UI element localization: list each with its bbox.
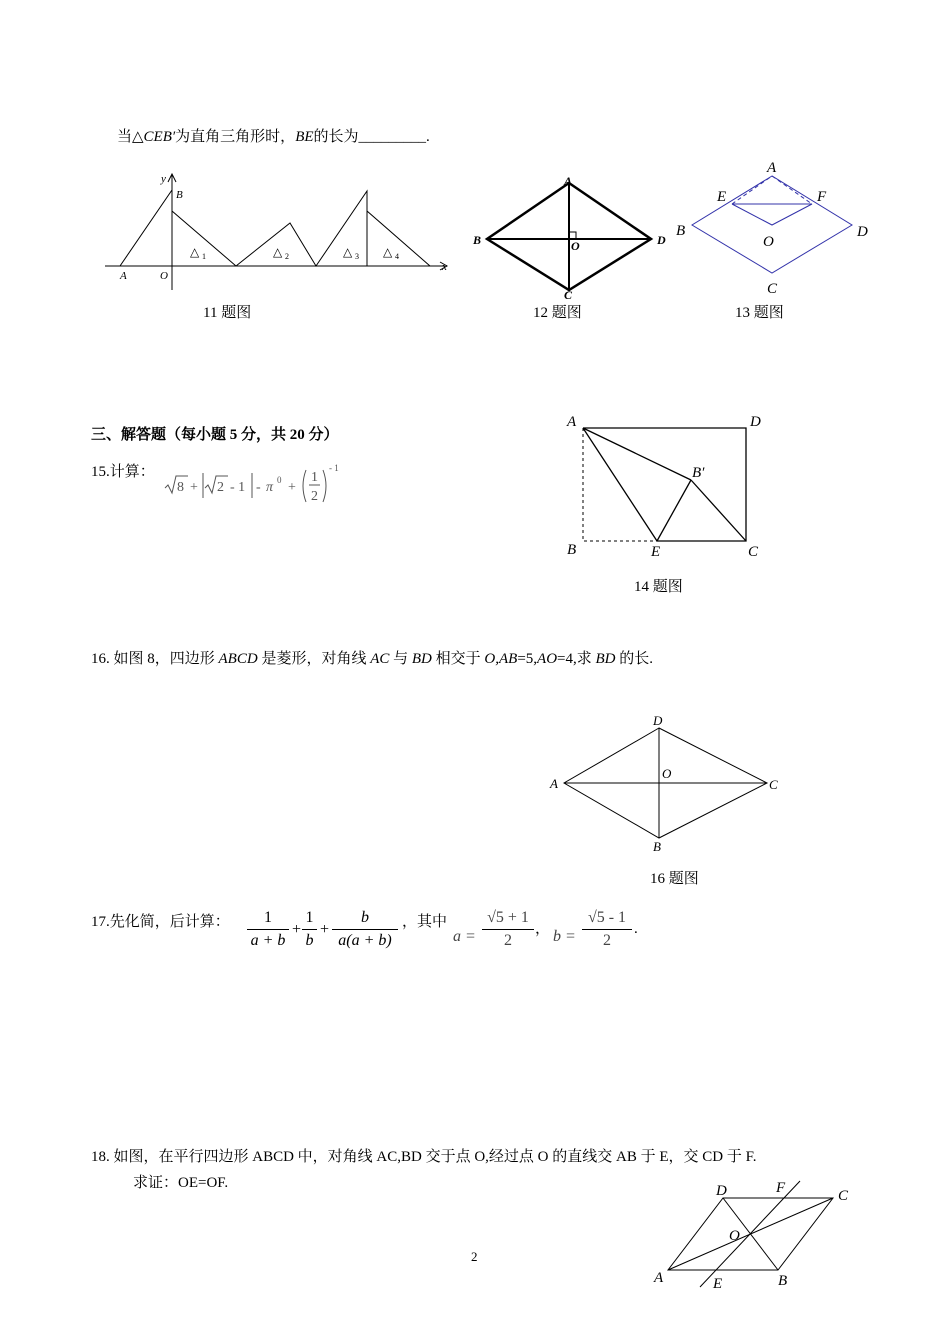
- caption-11: 11 题图: [203, 305, 252, 321]
- q15-zero-exp: 0: [277, 475, 282, 485]
- q15-plus-2: +: [288, 480, 296, 495]
- fig14-label-d: D: [750, 414, 761, 430]
- q17-a-equals: a =: [453, 928, 476, 945]
- q14-intro-be: BE: [295, 129, 314, 145]
- q14-intro-p2: 为直角三角形时，: [175, 129, 296, 145]
- q15-plus: +: [190, 480, 198, 495]
- page-number: 2: [471, 1249, 478, 1264]
- fig13-label-a: A: [767, 160, 777, 176]
- q15-frac-num: 1: [311, 470, 318, 485]
- fig11-sub-2: 2: [285, 252, 289, 261]
- q17-f2-num: 1: [302, 910, 317, 930]
- q16-p7: 的长.: [615, 651, 654, 667]
- q17-period: .: [634, 921, 638, 937]
- q17-f1-den: a + b: [250, 932, 286, 949]
- q17-comma: ，: [535, 921, 551, 937]
- q15-label: 15.计算：: [91, 464, 155, 480]
- q16-p3: 与: [389, 651, 412, 667]
- fig11-triangle-2: △: [273, 245, 283, 259]
- fig18-label-b: B: [778, 1273, 788, 1289]
- q15-radicand-8: 8: [177, 480, 184, 495]
- fig11-triangle-4: △: [383, 245, 393, 259]
- caption-13: 13 题图: [735, 305, 784, 321]
- fig13-label-b: B: [676, 223, 686, 239]
- q16-cond: O,AB: [484, 651, 518, 667]
- q16-bd: BD: [411, 651, 432, 667]
- q17-mid: ，其中: [402, 914, 448, 930]
- fig14-label-e: E: [651, 544, 661, 560]
- q15-neg-one-exp: - 1: [329, 463, 339, 473]
- caption-14: 14 题图: [634, 579, 683, 595]
- fig11-label-a: A: [120, 270, 127, 282]
- q15-radicand-2: 2: [217, 480, 224, 495]
- q17-f2-den: b: [305, 932, 314, 949]
- q17-f1-num: 1: [247, 910, 289, 930]
- q16-p5: =5,: [517, 651, 538, 667]
- fig12-label-o: O: [571, 239, 580, 253]
- fig13-label-o: O: [763, 234, 774, 250]
- q16-p2: 是菱形，对角线: [257, 651, 371, 667]
- fig13-label-e: E: [717, 189, 727, 205]
- fig11-sub-1: 1: [202, 252, 206, 261]
- q16-abcd: ABCD: [218, 651, 258, 667]
- q18-line-2: 求证：OE=OF.: [133, 1175, 229, 1191]
- fig11-sub-3: 3: [355, 252, 359, 261]
- q17-plus-2: +: [320, 921, 330, 938]
- fig14-label-c: C: [748, 544, 759, 560]
- fig11-label-o: O: [160, 270, 168, 282]
- fig18-label-a: A: [654, 1270, 664, 1286]
- fig12-label-b: B: [473, 233, 482, 247]
- fig11-triangle-1: △: [190, 245, 200, 259]
- q17-f3-num: b: [332, 910, 398, 930]
- q14-intro-p1: 当△: [117, 129, 144, 145]
- caption-12: 12 题图: [533, 305, 582, 321]
- fig13-label-f: F: [817, 189, 827, 205]
- fig14-label-bp: B′: [692, 465, 705, 481]
- fig16-label-o: O: [662, 766, 672, 781]
- fig16-label-d: D: [653, 713, 663, 728]
- q17-b-den: 2: [603, 932, 611, 949]
- q17-a-den: 2: [504, 932, 512, 949]
- q17-b-equals: b =: [553, 928, 576, 945]
- fig18-label-f: F: [776, 1180, 786, 1196]
- q17-b-num: √5 - 1: [582, 910, 632, 930]
- fig18-label-e: E: [713, 1276, 723, 1292]
- fig11-label-x: x: [442, 261, 447, 273]
- fig13-label-d: D: [857, 224, 868, 240]
- fig16-label-c: C: [769, 777, 778, 792]
- q15-minus-one: - 1: [230, 480, 246, 495]
- q15-minus: -: [256, 480, 261, 495]
- fig16-label-a: A: [550, 776, 558, 791]
- fig18-label-c: C: [838, 1188, 849, 1204]
- fig11-triangle-3: △: [343, 245, 353, 259]
- fig14-label-b: B: [567, 542, 577, 558]
- fig16-label-b: B: [653, 839, 661, 854]
- fig18-label-o: O: [729, 1228, 740, 1244]
- q14-intro-p3: 的长为_________.: [313, 129, 430, 145]
- q16-p4: 相交于: [431, 651, 485, 667]
- fig14-label-a: A: [567, 414, 577, 430]
- q15-frac-den: 2: [311, 489, 318, 504]
- fig12-label-c: C: [564, 288, 573, 302]
- q17-a-num: √5 + 1: [482, 910, 534, 930]
- q15-pi: π: [266, 480, 274, 495]
- q16-bd2: BD: [595, 651, 616, 667]
- section-3-heading: 三、解答题（每小题 5 分，共 20 分）: [91, 427, 339, 443]
- caption-16: 16 题图: [650, 871, 699, 887]
- q16-ao: AO: [537, 651, 558, 667]
- fig12-label-d: D: [657, 233, 666, 247]
- q16-ac: AC: [370, 651, 390, 667]
- q17-f3-den: a(a + b): [338, 932, 392, 949]
- fig11-label-y: y: [161, 173, 166, 185]
- fig13-label-c: C: [767, 281, 778, 297]
- q18-line-1: 18. 如图，在平行四边形 ABCD 中，对角线 AC,BD 交于点 O,经过点 O 的直线交 AB 于 E，交 CD 于 F.: [91, 1149, 757, 1165]
- q17-label: 17.先化简，后计算：: [91, 914, 230, 930]
- q14-intro-ceb: CEB′: [143, 129, 176, 145]
- fig12-label-a: A: [564, 174, 573, 188]
- fig11-sub-4: 4: [395, 252, 399, 261]
- fig11-label-b: B: [176, 189, 183, 201]
- q17-plus-1: +: [292, 921, 302, 938]
- q16-p6: =4,求: [557, 651, 596, 667]
- q16-p1: 16. 如图 8，四边形: [91, 651, 219, 667]
- fig18-label-d: D: [716, 1183, 727, 1199]
